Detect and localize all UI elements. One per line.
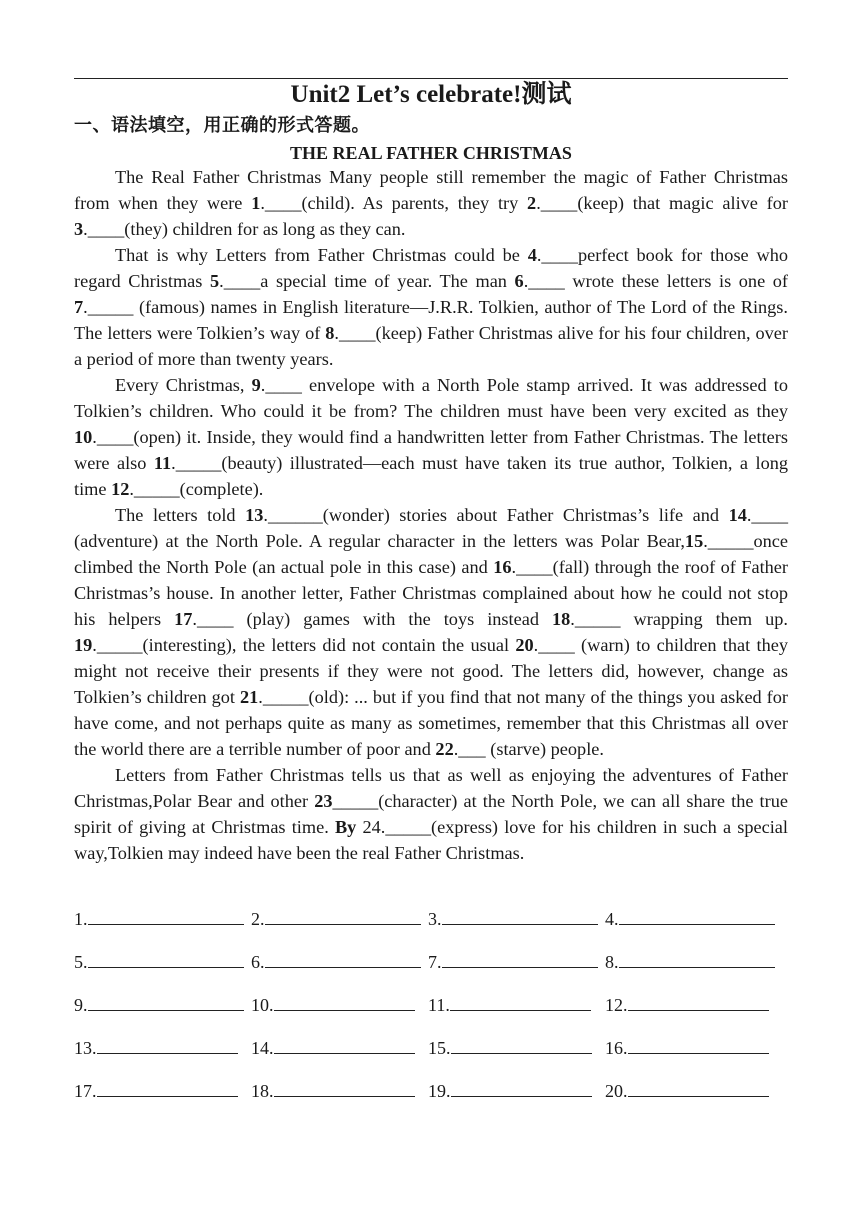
- passage-text: ._____(beauty) illustrated—each must have taken its true author, Tolkien, a long time: [74, 453, 788, 499]
- answer-number: 20.: [605, 1081, 628, 1101]
- answer-slot: [251, 1035, 415, 1061]
- answer-slot: [74, 949, 244, 975]
- passage-text: .____a special time of year. The man: [219, 271, 515, 291]
- passage-text: 24._____(express) love for his children in such a special way,Tolkien may indeed have been the real Father Christmas.: [74, 817, 788, 863]
- answer-blank-line[interactable]: [628, 1078, 769, 1097]
- blank-number: 4: [527, 245, 537, 265]
- answer-grid: [74, 906, 788, 1121]
- answer-blank-line[interactable]: [97, 1035, 238, 1054]
- blank-number: 16: [493, 557, 512, 577]
- answer-number: 3.: [428, 909, 442, 929]
- passage-text: .____ wrote these letters is one of: [523, 271, 788, 291]
- answer-number: 7.: [428, 952, 442, 972]
- answer-slot: [605, 1035, 769, 1061]
- blank-number: 10: [74, 427, 93, 447]
- answer-slot: [428, 992, 591, 1018]
- blank-number: 3: [74, 219, 84, 239]
- answer-blank-line[interactable]: [450, 992, 591, 1011]
- blank-number: 15: [684, 531, 704, 551]
- answer-blank-line[interactable]: [88, 949, 244, 968]
- blank-number: 18: [551, 609, 571, 629]
- answer-slot: [74, 1035, 238, 1061]
- answer-number: 5.: [74, 952, 88, 972]
- answer-blank-line[interactable]: [265, 906, 421, 925]
- answer-number: 16.: [605, 1038, 628, 1058]
- passage-text: .____ envelope with a North Pole stamp arrived. It was addressed to Tolkien’s children. Who could it be from? The children must have been very excited as they: [74, 375, 788, 421]
- passage-title: THE REAL FATHER CHRISTMAS: [290, 143, 572, 163]
- answer-blank-line[interactable]: [88, 992, 244, 1011]
- answer-number: 8.: [605, 952, 619, 972]
- answer-number: 1.: [74, 909, 88, 929]
- answer-number: 12.: [605, 995, 628, 1015]
- answer-number: 14.: [251, 1038, 274, 1058]
- passage-paragraph: [74, 164, 788, 242]
- blank-number: 21: [239, 687, 259, 707]
- answer-row: [74, 906, 788, 949]
- top-rule: [74, 78, 788, 79]
- answer-number: 10.: [251, 995, 274, 1015]
- answer-slot: [428, 1035, 592, 1061]
- blank-number: 9: [251, 375, 261, 395]
- answer-slot: [605, 906, 775, 932]
- answer-blank-line[interactable]: [274, 1035, 415, 1054]
- passage-text: The Real Father Christmas Many people still remember the magic of Father Christmas from when they were: [74, 167, 788, 213]
- passage-text: .____(open) it. Inside, they would find a handwritten letter from Father Christmas. The letters were also: [74, 427, 788, 473]
- passage-text: .____(fall) through the roof of Father Christmas’s house. In another letter, Father Christmas complained about how he could not stop his helpers: [74, 557, 788, 629]
- passage-text: _____(character) at the North Pole, we can all share the true spirit of giving at Christmas time.: [74, 791, 788, 837]
- blank-number: 6: [514, 271, 524, 291]
- blank-number: 7: [74, 297, 84, 317]
- answer-slot: [428, 949, 598, 975]
- document-title: Unit2 Let’s celebrate!测试: [290, 81, 572, 108]
- passage-text: .____(child). As parents, they try: [260, 193, 528, 213]
- blank-number: 1: [251, 193, 261, 213]
- passage-text: ._____(interesting), the letters did not contain the usual: [92, 635, 516, 655]
- passage-text: .____perfect book for those who regard Christmas: [74, 245, 788, 291]
- passage-text: ._____ (famous) names in English literature—J.R.R. Tolkien, author of The Lord of the Rings. The letters were Tolkien’s way of: [74, 297, 788, 343]
- blank-number: By: [334, 817, 357, 837]
- answer-blank-line[interactable]: [628, 1035, 769, 1054]
- answer-number: 11.: [428, 995, 450, 1015]
- answer-number: 2.: [251, 909, 265, 929]
- answer-slot: [605, 1078, 769, 1104]
- answer-blank-line[interactable]: [442, 906, 598, 925]
- blank-number: 20: [515, 635, 534, 655]
- blank-number: 11: [153, 453, 172, 473]
- passage-text: .____(keep) that magic alive for: [536, 193, 788, 213]
- answer-blank-line[interactable]: [628, 992, 769, 1011]
- answer-blank-line[interactable]: [274, 1078, 415, 1097]
- blank-number: 2: [527, 193, 537, 213]
- answer-number: 4.: [605, 909, 619, 929]
- passage-paragraph: [74, 372, 788, 502]
- passage-text: ._____once climbed the North Pole (an actual pole in this case) and: [74, 531, 788, 577]
- answer-slot: [74, 992, 244, 1018]
- blank-number: 23: [314, 791, 333, 811]
- answer-slot: [428, 906, 598, 932]
- answer-row: [74, 949, 788, 992]
- passage-text: ._____ wrapping them up.: [570, 609, 788, 629]
- blank-number: 14: [728, 505, 747, 525]
- passage-text: .____ (warn) to children that they might not receive their presents if they were not good. The letters did, however, change as Tolkien’s children got: [74, 635, 788, 707]
- answer-number: 15.: [428, 1038, 451, 1058]
- passage-text: .___ (starve) people.: [453, 739, 604, 759]
- passage-text: .____ (play) games with the toys instead: [192, 609, 552, 629]
- blank-number: 12: [111, 479, 130, 499]
- passage-text: That is why Letters from Father Christmas could be: [115, 245, 528, 265]
- answer-row: [74, 1078, 788, 1121]
- answer-slot: [251, 992, 415, 1018]
- answer-slot: [428, 1078, 592, 1104]
- passage-text: Every Christmas,: [115, 375, 252, 395]
- answer-slot: [605, 992, 769, 1018]
- answer-blank-line[interactable]: [619, 906, 775, 925]
- answer-blank-line[interactable]: [97, 1078, 238, 1097]
- answer-blank-line[interactable]: [451, 1078, 592, 1097]
- passage-text: .____(keep) Father Christmas alive for his four children, over a period of more than twenty years.: [74, 323, 789, 369]
- answer-slot: [251, 1078, 415, 1104]
- answer-blank-line[interactable]: [451, 1035, 592, 1054]
- passage-text: ._____(old): ... but if you find that not many of the things you asked for have come, and not perhaps quite as many as sometimes, remember that this Christmas all over the world there are a terrible number of poor and: [74, 687, 788, 759]
- answer-number: 17.: [74, 1081, 97, 1101]
- answer-blank-line[interactable]: [274, 992, 415, 1011]
- passage-paragraph: [74, 502, 788, 762]
- blank-number: 5: [210, 271, 220, 291]
- answer-number: 9.: [74, 995, 88, 1015]
- answer-slot: [251, 906, 421, 932]
- section-heading: 一、语法填空，用正确的形式答题。: [74, 115, 370, 136]
- passage-text: .______(wonder) stories about Father Christmas’s life and: [263, 505, 729, 525]
- answer-slot: [605, 949, 775, 975]
- answer-number: 6.: [251, 952, 265, 972]
- passage-paragraph: [74, 242, 788, 372]
- passage-text: .____ (adventure) at the North Pole. A regular character in the letters was Polar Bear,: [74, 505, 788, 551]
- blank-number: 13: [245, 505, 264, 525]
- passage-body: [74, 164, 788, 866]
- answer-slot: [74, 1078, 238, 1104]
- answer-number: 18.: [251, 1081, 274, 1101]
- answer-slot: [251, 949, 421, 975]
- blank-number: 17: [174, 609, 193, 629]
- passage-text: ._____(complete).: [129, 479, 264, 499]
- passage-text: .____(they) children for as long as they can.: [83, 219, 406, 239]
- answer-row: [74, 992, 788, 1035]
- blank-number: 19: [74, 635, 93, 655]
- answer-number: 13.: [74, 1038, 97, 1058]
- answer-number: 19.: [428, 1081, 451, 1101]
- answer-slot: [74, 906, 244, 932]
- answer-row: [74, 1035, 788, 1078]
- answer-blank-line[interactable]: [619, 949, 775, 968]
- passage-text: Letters from Father Christmas tells us that as well as enjoying the adventures of Father Christmas,Polar Bear and other: [74, 765, 788, 811]
- blank-number: 8: [325, 323, 335, 343]
- blank-number: 22: [435, 739, 454, 759]
- answer-blank-line[interactable]: [265, 949, 421, 968]
- passage-paragraph: [74, 762, 788, 866]
- passage-text: The letters told: [115, 505, 246, 525]
- answer-blank-line[interactable]: [442, 949, 598, 968]
- answer-blank-line[interactable]: [88, 906, 244, 925]
